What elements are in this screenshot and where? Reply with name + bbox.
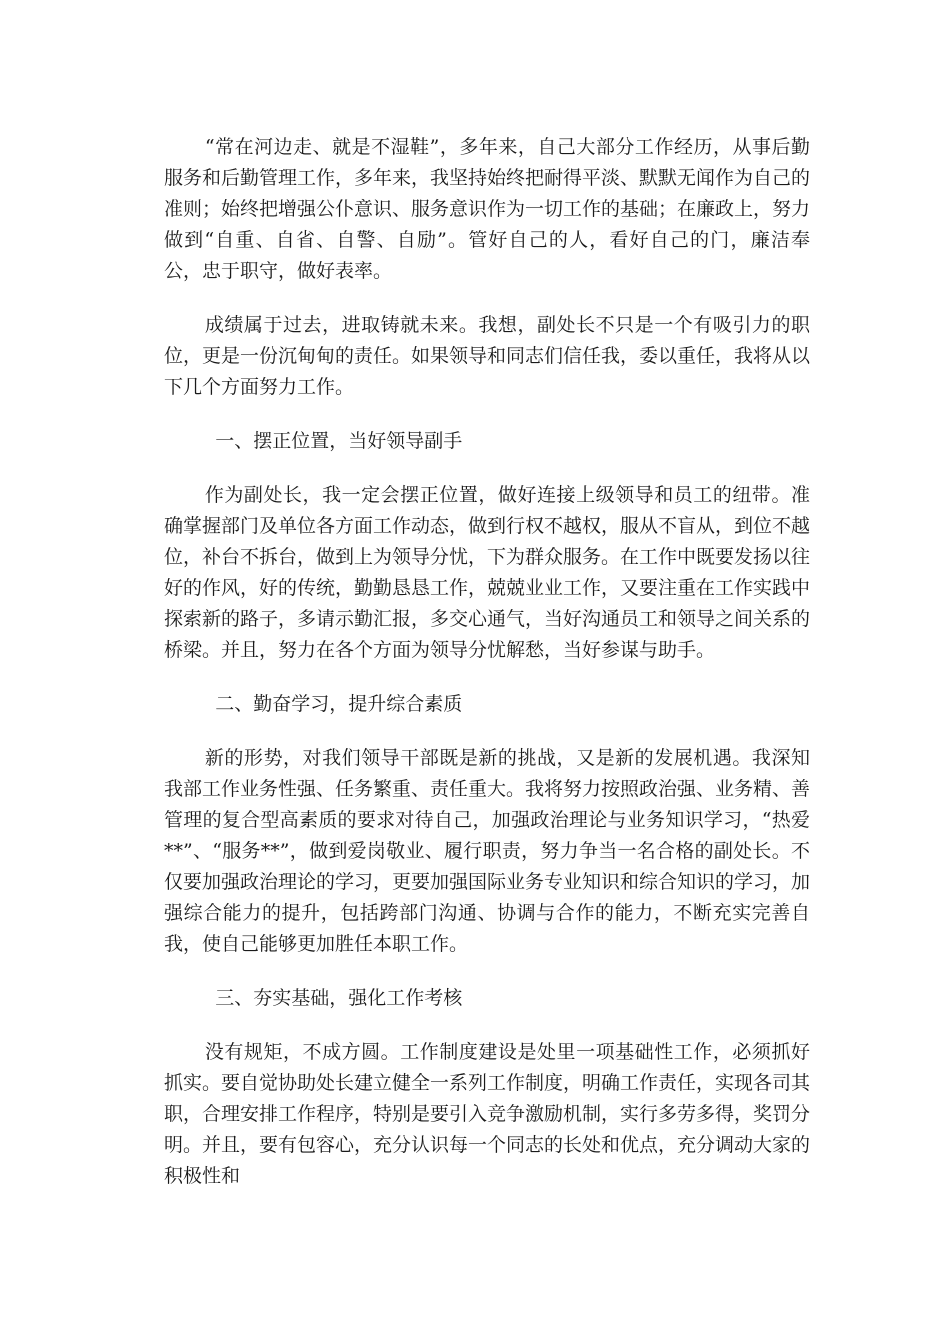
section-heading-1: 一、摆正位置，当好领导副手 xyxy=(215,430,463,452)
document-body xyxy=(164,132,810,1215)
paragraph-3: 作为副处长，我一定会摆正位置，做好连接上级领导和员工的纽带。准确掌握部门及单位各方面工作动态，做到行权不越权，服从不盲从，到位不越位，补台不拆台，做到上为领导分忧，下为群众服务。在工作中既要发扬以往好的作风，好的传统，勤勤恳恳工作，兢兢业业工作，又要注重在工作实践中探索新的路子，多请示勤汇报，多交心通气，当好沟通员工和领导之间关系的桥梁。并且，努力在各个方面为领导分忧解愁，当好参谋与助手。 xyxy=(164,484,811,661)
section-heading-3: 三、夯实基础，强化工作考核 xyxy=(215,987,463,1009)
section-heading-2: 二、勤奋学习，提升综合素质 xyxy=(215,693,463,715)
paragraph-5: 没有规矩，不成方圆。工作制度建设是处里一项基础性工作，必须抓好抓实。要自觉协助处长建立健全一系列工作制度，明确工作责任，实现各司其职，合理安排工作程序，特别是要引入竞争激励机制，实行多劳多得，奖罚分明。并且，要有包容心，充分认识每一个同志的长处和优点，充分调动大家的积极性和 xyxy=(164,1041,811,1187)
paragraph-2: 成绩属于过去，进取铸就未来。我想，副处长不只是一个有吸引力的职位，更是一份沉甸甸的责任。如果领导和同志们信任我，委以重任，我将从以下几个方面努力工作。 xyxy=(164,314,811,398)
paragraph-4: 新的形势，对我们领导干部既是新的挑战，又是新的发展机遇。我深知我部工作业务性强、任务繁重、责任重大。我将努力按照政治强、业务精、善管理的复合型高素质的要求对待自己，加强政治理论与业务知识学习，“热爱**”、“服务**”，做到爱岗敬业、履行职责，努力争当一名合格的副处长。不仅要加强政治理论的学习，更要加强国际业务专业知识和综合知识的学习，加强综合能力的提升，包括跨部门沟通、协调与合作的能力，不断充实完善自我，使自己能够更加胜任本职工作。 xyxy=(164,747,811,955)
paragraph-1: “常在河边走、就是不湿鞋”，多年来，自己大部分工作经历，从事后勤服务和后勤管理工作，多年来，我坚持始终把耐得平淡、默默无闻作为自己的准则；始终把增强公仆意识、服务意识作为一切工作的基础；在廉政上，努力做到“自重、自省、自警、自励”。管好自己的人，看好自己的门，廉洁奉公，忠于职守，做好表率。 xyxy=(164,136,811,282)
